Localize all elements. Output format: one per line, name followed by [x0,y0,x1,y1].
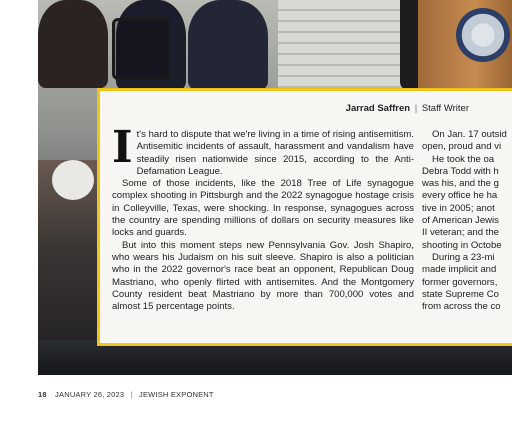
white-hat [52,160,94,200]
article-column-1 [112,122,414,313]
byline [346,103,469,114]
column-2-line: He took the oa [432,153,495,165]
column-2-line: II veteran; and the [422,227,499,239]
state-seal-icon [456,8,510,62]
seated-person [38,0,108,88]
author-role: Staff Writer [421,103,469,114]
drop-cap: I [112,122,133,173]
column-2-line: On Jan. 17 outsid [432,129,507,140]
paragraph-1-text: t's hard to dispute that we're living in a time of rising antisemitism. Antisemitic incidents of assault, harassment and vandalism have steadily risen nationwide since 2015, according to the Anti-Defamation League. [136,129,414,177]
column-2-line: former governors, [422,276,498,288]
column-2-line: state Supreme Co [422,288,499,300]
publication-name: JEWISH EXPONENT [139,390,214,399]
column-2-line: open, proud and vi [422,141,502,153]
article-column-2 [422,129,512,313]
column-2-line: tive in 2005; anot [422,202,495,214]
issue-date: JANUARY 26, 2023 [55,390,125,399]
article-panel [97,88,512,346]
paragraph-1 [112,122,414,178]
footer-separator: | [130,390,133,399]
page-footer [38,390,214,399]
byline-separator: | [414,103,418,114]
column-2-line: was his, and the g [422,178,499,190]
column-2-line: every office he ha [422,190,498,202]
chair [112,18,170,80]
author-name: Jarrad Saffren [345,103,411,114]
column-2-line: During a 23-mi [432,251,495,263]
column-2-line: of American Jewis [422,215,499,227]
column-2-line: from across the co [422,301,501,313]
column-2-line: shooting in Octobe [422,239,502,251]
column-2-line: Debra Todd with h [422,165,499,177]
page-number: 18 [38,390,47,399]
seated-person [188,0,268,90]
paragraph-2: Some of those incidents, like the 2018 Tree of Life synagogue complex shooting in Pittsburgh and the 2022 synagogue hostage crisis in Colleyville, Texas, were shocking. In response, synagogues across the country are spending millions of dollars on security measures like locks and guards. [112,178,414,239]
paragraph-3: But into this moment steps new Pennsylvania Gov. Josh Shapiro, who wears his Judaism on his suit sleeve. Shapiro is also a politician who in the 2022 governor's race beat an opponent, Republican Doug Mastriano, who openly flirted with antisemites. And the Montgomery County resident beat Mastriano by more than 700,000 votes and almost 15 percentage points. [112,239,414,313]
column-2-line: made implicit and [422,264,497,276]
